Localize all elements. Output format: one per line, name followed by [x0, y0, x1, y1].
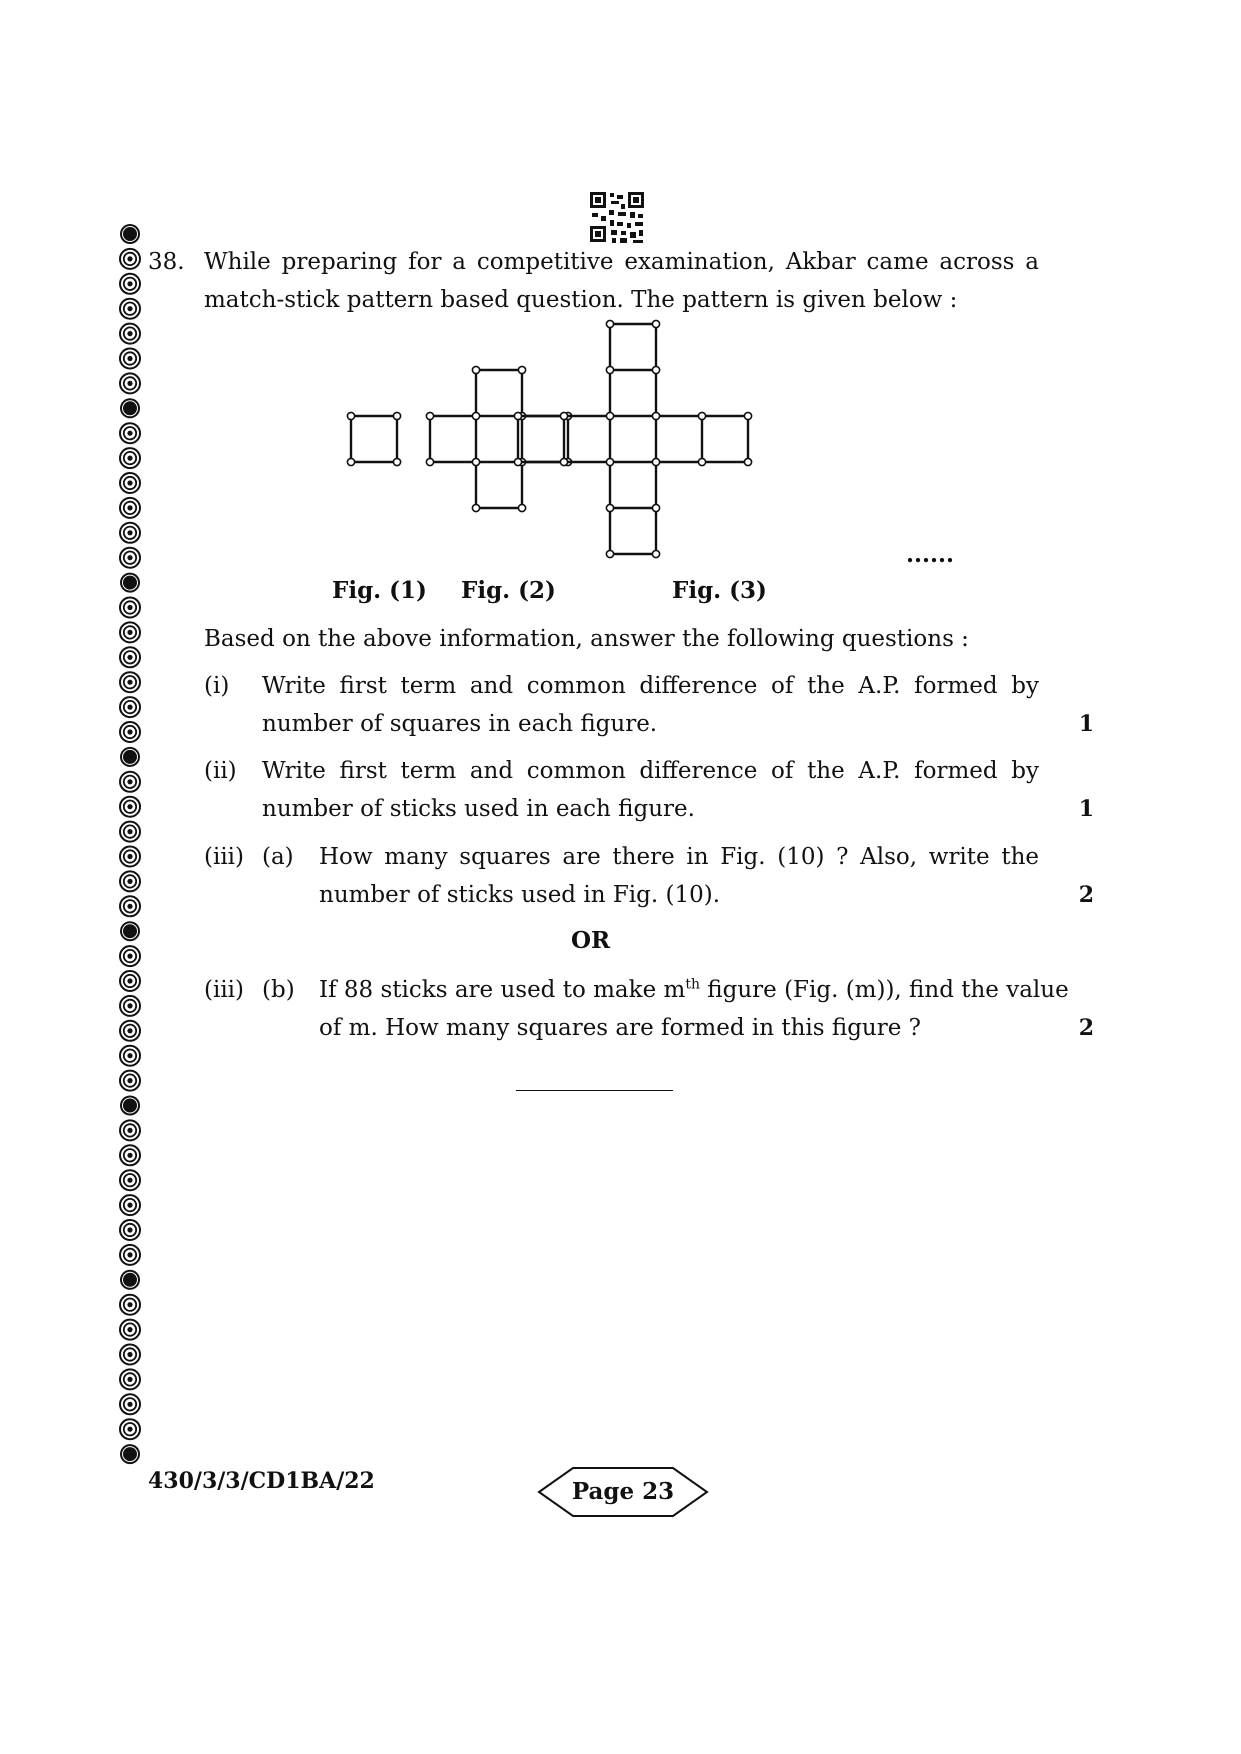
part-i-line-2: number of squares in each figure. [262, 711, 658, 737]
page-number-badge [537, 1466, 709, 1518]
superscript-th: th [685, 976, 700, 993]
part-iii-b-sublabel: (b) [262, 977, 295, 1003]
margin-ring-rail [117, 222, 147, 1512]
margin-ring [120, 921, 140, 941]
fig-1 [347, 412, 400, 465]
stick-joint [514, 412, 521, 419]
part-i-marks: 1 [1078, 711, 1094, 737]
margin-ring [120, 1195, 140, 1215]
margin-ring [120, 448, 140, 468]
stick-joint [652, 366, 659, 373]
margin-ring [120, 747, 140, 767]
margin-ring [120, 946, 140, 966]
part-iii-b-line-2: of m. How many squares are formed in this figure ? [319, 1015, 921, 1041]
margin-ring [120, 896, 140, 916]
question-number: 38. [148, 249, 185, 275]
margin-ring [120, 373, 140, 393]
margin-ring [120, 847, 140, 867]
margin-ring [120, 274, 140, 294]
stick-joint [698, 412, 705, 419]
margin-ring [120, 1046, 140, 1066]
part-iii-a-line-2: number of sticks used in Fig. (10). [319, 882, 721, 908]
margin-ring [120, 971, 140, 991]
margin-ring [120, 1345, 140, 1365]
stick-joint [744, 412, 751, 419]
stick-joint [560, 412, 567, 419]
stick-joint [652, 550, 659, 557]
margin-ring [120, 473, 140, 493]
margin-ring [120, 1369, 140, 1389]
margin-ring [120, 1096, 140, 1116]
part-iii-b-marks: 2 [1078, 1015, 1094, 1041]
part-ii-label: (ii) [204, 758, 237, 784]
stick-joint [606, 366, 613, 373]
margin-ring [120, 1419, 140, 1439]
margin-ring [120, 1120, 140, 1140]
margin-ring [120, 498, 140, 518]
question-intro-line-1: While preparing for a competitive examination, Akbar came across a [204, 249, 1039, 275]
part-ii-marks: 1 [1078, 796, 1094, 822]
margin-ring [120, 548, 140, 568]
margin-ring [120, 1320, 140, 1340]
margin-ring [120, 349, 140, 369]
stick-joint [652, 412, 659, 419]
stick-joint [347, 412, 354, 419]
margin-ring [120, 1444, 140, 1464]
part-i-label: (i) [204, 673, 230, 699]
stick-joint [744, 458, 751, 465]
margin-ring [120, 871, 140, 891]
margin-ring [120, 797, 140, 817]
questions-prompt: Based on the above information, answer the following questions : [204, 626, 969, 652]
stick-joint [472, 412, 479, 419]
margin-ring [120, 822, 140, 842]
fig-2-label: Fig. (2) [461, 577, 556, 604]
margin-ring [120, 1295, 140, 1315]
fig-2 [426, 366, 571, 511]
fig-3-label: Fig. (3) [672, 577, 767, 604]
margin-ring [120, 672, 140, 692]
margin-ring [120, 1170, 140, 1190]
pattern-continuation-dots: ...... [906, 541, 955, 568]
margin-ring [120, 398, 140, 418]
stick-joint [514, 458, 521, 465]
margin-ring [120, 1245, 140, 1265]
margin-ring [120, 1071, 140, 1091]
stick-joint [606, 458, 613, 465]
stick-joint [472, 504, 479, 511]
fig-3 [514, 320, 751, 557]
part-ii-line-2: number of sticks used in each figure. [262, 796, 695, 822]
part-iii-a-line-1: How many squares are there in Fig. (10) ? Also, write the [319, 844, 1039, 870]
part-i-line-1: Write first term and common difference of the A.P. formed by [262, 673, 1039, 699]
stick-joint [472, 366, 479, 373]
stick-joint [652, 320, 659, 327]
margin-ring [120, 324, 140, 344]
stick-joint [652, 458, 659, 465]
margin-ring [120, 1145, 140, 1165]
stick-joint [560, 458, 567, 465]
part-iii-b-label: (iii) [204, 977, 245, 1003]
stick-joint [426, 458, 433, 465]
margin-ring [120, 1394, 140, 1414]
part-iii-a-label: (iii) [204, 844, 245, 870]
margin-ring [120, 224, 140, 244]
stick-joint [606, 550, 613, 557]
stick-joint [472, 458, 479, 465]
page-number: Page 23 [571, 1478, 675, 1505]
part-ii-line-1: Write first term and common difference of the A.P. formed by [262, 758, 1039, 784]
margin-ring [120, 598, 140, 618]
part-iii-b-line-1-pre: If 88 sticks are used to make m [319, 977, 686, 1003]
margin-ring [120, 523, 140, 543]
stick-joint [698, 458, 705, 465]
paper-code: 430/3/3/CD1BA/22 [148, 1468, 375, 1494]
fig-1-label: Fig. (1) [332, 577, 427, 604]
stick-joint [347, 458, 354, 465]
margin-ring [120, 1220, 140, 1240]
stick-joint [393, 412, 400, 419]
margin-ring [120, 573, 140, 593]
qr-code [590, 192, 644, 244]
margin-ring [120, 1270, 140, 1290]
part-iii-b-line-1 [319, 971, 1069, 1009]
margin-ring [120, 622, 140, 642]
stick-joint [393, 458, 400, 465]
margin-ring [120, 697, 140, 717]
question-intro-line-2: match-stick pattern based question. The pattern is given below : [204, 287, 958, 313]
stick-joint [606, 412, 613, 419]
part-iii-a-marks: 2 [1078, 882, 1094, 908]
margin-ring [120, 996, 140, 1016]
stick-joint [606, 320, 613, 327]
matchstick-pattern-figure [330, 315, 850, 575]
stick-joint [518, 504, 525, 511]
part-iii-b-line-1-post: figure (Fig. (m)), find the value [699, 977, 1069, 1003]
margin-ring [120, 249, 140, 269]
stick-joint [652, 504, 659, 511]
margin-ring [120, 1021, 140, 1041]
stick-joint [518, 366, 525, 373]
stick-joint [606, 504, 613, 511]
stick-joint [426, 412, 433, 419]
margin-ring [120, 647, 140, 667]
margin-ring [120, 299, 140, 319]
margin-ring [120, 722, 140, 742]
part-iii-a-sublabel: (a) [262, 844, 294, 870]
or-label: OR [571, 927, 611, 954]
margin-ring [120, 423, 140, 443]
margin-ring [120, 772, 140, 792]
end-of-question-rule [516, 1090, 673, 1091]
